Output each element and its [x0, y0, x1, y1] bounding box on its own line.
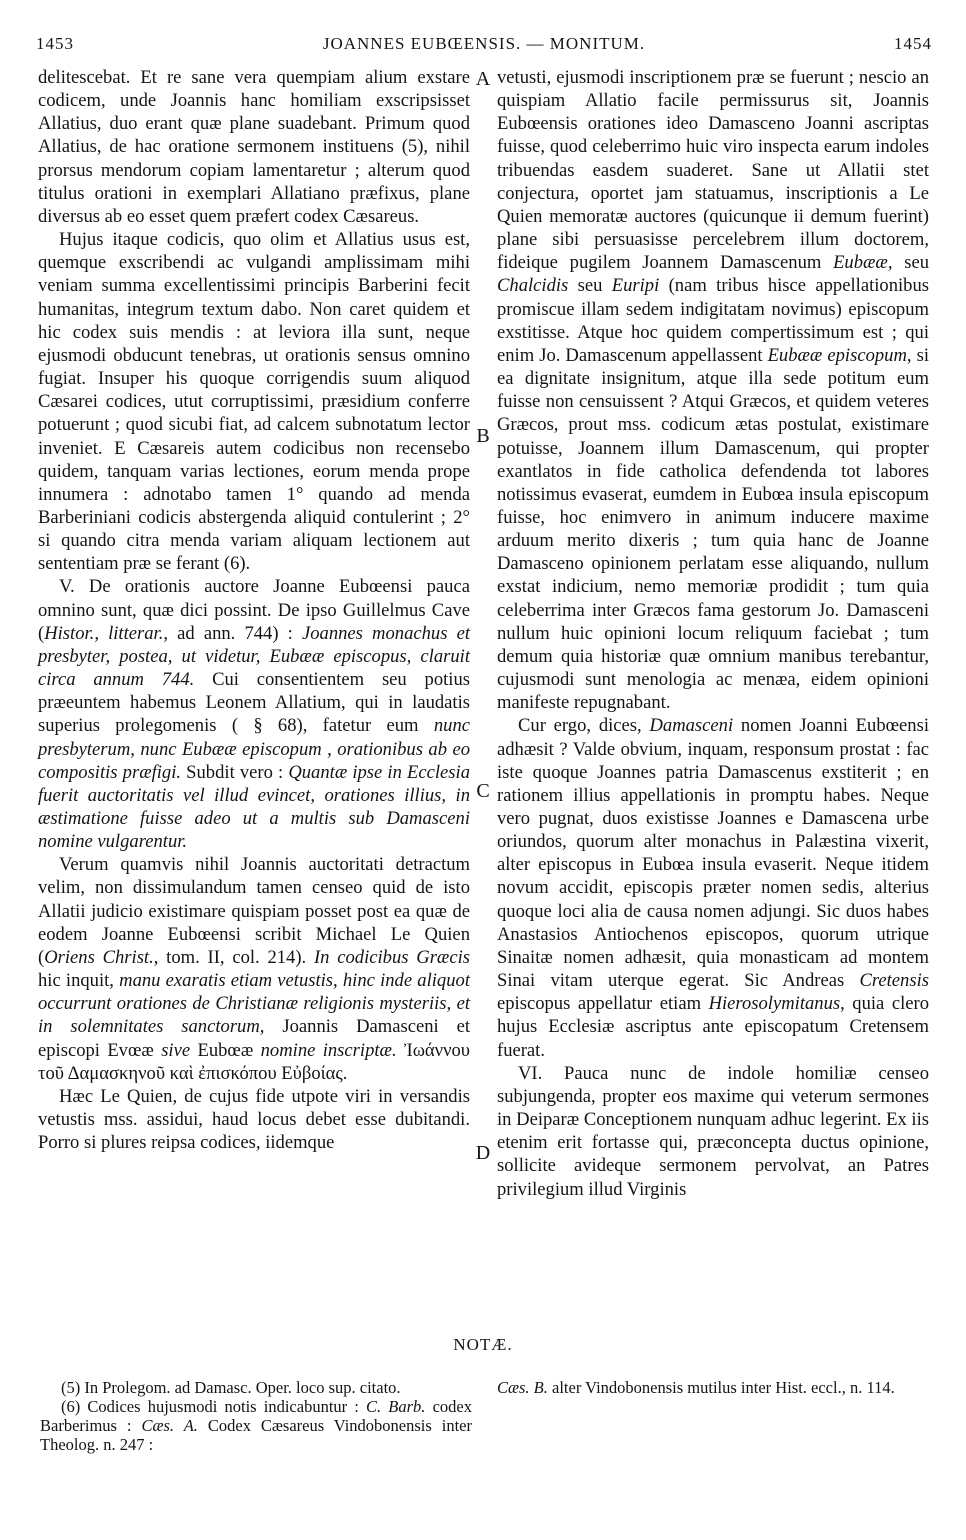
left-paragraph-5: Hæc Le Quien, de cujus fide utpote viri in versandis vetustis mss. assidui, haud locus debet esse dubitandi. Porro si plures reipsa codices, iidemque	[38, 1085, 470, 1154]
right-paragraph-2: Cur ergo, dices, Damasceni nomen Joanni Eubœensi adhæsit ? Valde obvium, inquam, responsum prostat : fac iste quoque Joannes patria Damascenus exstiterit ; en rationem illius appellationis in promptu habes. Neque vero pugnat, duos existisse Joannes e Damascena urbe oriundos, quorum alter monachus in Palæstina vixerit, alter episcopus in Eubœa insula evaserit. Neque itidem novum accidit, episcopis præter nomen sedis, alterius quoque loci alia de causa nomen adjungi. Sic duos habes Anastasios Antiochenos episcopos, quorum utrique Sinaitæ nomen adhæsit, quia monasticam ad montem Sinai vitam uterque egerat. Sic Andreas Cretensis episcopus appellatur etiam Hierosolymitanus, quia clero hujus Ecclesiæ ascriptus ante episcopatum Cretensem fuerat.	[497, 715, 929, 1061]
page-number-right: 1454	[894, 34, 932, 53]
note-5: (5) In Prolegom. ad Damasc. Oper. loco sup. citato.	[61, 1378, 401, 1397]
left-column	[38, 66, 470, 1154]
notes-right-column	[497, 1378, 929, 1397]
left-paragraph-3: V. De orationis auctore Joanne Eubœensi pauca omnino sunt, quæ dici possint. De ipso Guillelmus Cave (Histor., litterar., ad ann. 744) : Joannes monachus et presbyter, postea, ut videtur, Eubææ episcopus, claruit circa annum 744. Cui consentientem seu potius præeuntem habemus Leonem Allatium, qui in laudatis superius prolegomenis ( § 68), fatetur eum nunc presbyterum, nunc Eubææ episcopum , orationibus ab eo compositis præfigi. Subdit vero : Quantæ ipse in Ecclesia fuerit auctoritatis vel illud evincet, orationes illius, in æstimatione fuisse adeo ut a multis sub Damasceni nomine vulgarentur.	[38, 576, 470, 853]
margin-letter-d: D	[475, 1142, 491, 1164]
left-paragraph-1: delitescebat. Et re sane vera quempiam alium exstare codicem, unde Joannis hanc homiliam exscripsisset Allatius, duo erant quæ plane suadebant. Primum quod Allatius, de hac oratione sermonem instituens (5), nihil prorsus mendorum copiam lamentaretur ; alterum quod titulus orationi in exemplari Allatiano præfixus, plane diversus ab eo esset quem præfert codex Cæsareus.	[38, 67, 470, 227]
notes-left-column	[40, 1378, 472, 1454]
running-title: JOANNES EUBŒENSIS. — MONITUM.	[322, 34, 646, 53]
note-6-continued: Cæs. B. alter Vindobonensis mutilus inter Hist. eccl., n. 114.	[497, 1378, 895, 1397]
left-paragraph-4: Verum quamvis nihil Joannis auctoritati detractum velim, non dissimulandum tamen censeo quid de isto Allatii judicio existimare quispiam posset post ea quæ de eodem Joanne Eubœensi scribit Michael Le Quien (Oriens Christ., tom. II, col. 214). In codicibus Græcis hic inquit, manu exaratis etiam vetustis, hinc inde aliquot occurrunt orationes de Christianæ religionis mysteriis, et in solemnitates sanctorum, Joannis Damasceni et episcopi Evœæ sive Eubœæ nomine inscriptæ. Ἰωάννου τοῦ Δαμασκηνοῦ καὶ ἐπισκόπου Εὐβοίας.	[38, 854, 471, 1084]
note-6: (6) Codices hujusmodi notis indicabuntur : C. Barb. codex Barberimus : Cæs. A. Codex Cæsareus Vindobonensis inter Theolog. n. 247 :	[40, 1397, 472, 1454]
margin-letter-a: A	[475, 68, 491, 90]
left-paragraph-2: Hujus itaque codicis, quo olim et Allatius usus est, quemque exscribendi ac vulgandi amplissimam mihi veniam summa excellentissimi principis Barberini fecit humanitas, integrum textum dabo. Non caret quidem et hic codex suis mendis : at leviora illa sunt, neque ejusmodi obducunt tenebras, ut orationis sensus omnino fugiat. Insuper his quoque corrigendis suum aliquod Cæsarei codices, utut corruptissimi, præsidium conferre potuerunt ; quod sicubi fiat, ad calcem subnotatum lector inveniet. E Cæsareis autem codicibus non recensebo quidem, tanquam varias lectiones, eorum menda prope innumera : adnotabo tamen 1° quando ad menda Barberiniani codicis abstergenda aliquid contulerint ; 2° si quando citra menda variam aliquam lectionem aut sententiam præ se ferant (6).	[38, 229, 470, 575]
notes-title: NOTÆ.	[453, 1335, 513, 1354]
right-paragraph-1: vetusti, ejusmodi inscriptionem præ se fuerunt ; nescio an quispiam Allatio facile permissurus sit, Joannis Eubœensis orationes ideo Damasceno Joanni ascriptas fuisse, quod celeberrimo huic viro inspecta earum indoles tribuendas easdem suaderet. Sane ut Allatii stet conjectura, oportet jam statuamus, inscriptionis a Le Quien memoratæ auctores (quicunque ii demum fuerint) plane sibi persuasisse percelebrem illum doctorem, fideique pugilem Joannem Damascenum Eubææ, seu Chalcidis seu Euripi (nam tribus hisce appellationibus promiscue illam sedem indigitatam novimus) episcopum exstitisse. Atque hoc quidem compertissimum est ; qui enim Jo. Damascenum appellassent Eubææ episcopum, si ea dignitate insignitum, atque illa sede potitum eum fuisse non censuissent ? Atqui Græcos, et quidem veteres Græcos, prout mss. codicum ætas postulat, existimare potuisse, Joannem illum Damascenum, qui propter exantlatos in fide catholica defendenda tot labores notissimus evaserat, eumdem in Eubœa insula episcopum fuisse, hoc enimvero in animum inducere maxime arduum merito dixeris ; tum quia hanc de Joanne Damasceno opinionem perlatam esse aliquando, nullum exstat indicium, nemo memoriæ prodidit ; tum quia celeberrima inter Græcos fama gestorum Jo. Damasceni nullum huic opinioni locum reliquum faciebat ; tum demum quia historiæ quæ omnium manibus terebantur, cujusmodi sunt menologia ac menæa, eidem opinioni manifeste repugnabant.	[497, 67, 929, 714]
page-number-left: 1453	[36, 34, 74, 53]
margin-letter-c: C	[476, 780, 490, 802]
margin-letter-b: B	[476, 425, 490, 447]
right-paragraph-3: VI. Pauca nunc de indole homiliæ censeo subjungenda, propter eos maxime qui veterum sermones in Deiparæ Conceptionem nunquam adhuc legerint. Ex iis etenim erit fortasse qui, præconcepta ductus opinione, sollicite avideque sermonem pervolvat, an Patres privilegium illud Virginis	[497, 1062, 929, 1200]
page-header	[36, 34, 932, 58]
right-column	[497, 66, 929, 1201]
